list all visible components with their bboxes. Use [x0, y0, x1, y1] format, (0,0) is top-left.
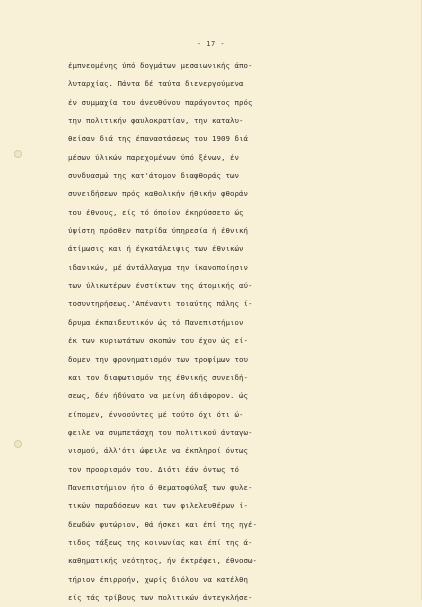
text-line: λυταρχίας. Πάντα δέ ταύτα διενεργούμενα: [68, 79, 244, 89]
text-line: σεως, δέν ήδύνατο να μείνη άδιάφορον. ώς: [68, 391, 248, 401]
text-line: τοσυντηρήσεως.'Απέναντι τοιαύτης πάλης ί-: [68, 299, 253, 309]
text-line: τικών παραδόσεων και των φιλελευθέρων ί-: [68, 501, 248, 511]
text-line: τον προορισμόν του. Διότι έάν όντως τό: [68, 464, 239, 474]
punch-hole-mark: [14, 150, 22, 158]
text-line: την πολιτικήν φαυλοκρατίαν, την καταλυ-: [68, 116, 244, 126]
text-line: έμπνεομένης ύπό δογμάτων μεσαιωνικής άπο-: [68, 61, 253, 70]
text-line: καθηματικής νεότητος, ήν έκτρέφει, έθνοσω-: [68, 556, 257, 566]
text-line: μέσων ύλικών παρεχομένων ύπό ξένων, έν: [68, 152, 239, 162]
text-line: δεωδών φυτώριον, θά ήσκει και έπί της ηγέ-: [68, 519, 257, 529]
text-line: και τον διαφωτισμόν της έθνικής συνειδή-: [68, 372, 248, 382]
text-line: είς τάς τρίβους των πολιτικών άντεγκλήσε-: [68, 592, 253, 602]
text-line: συνδυασμώ της κατ'άτομον διαφθοράς των: [68, 171, 239, 181]
text-line: νισμού, άλλ'ότι ώφειλε να έκπληροί όντως: [68, 446, 248, 456]
text-line: έν συμμαχία του άνευθύνου παράγοντος πρός: [68, 97, 253, 107]
text-line: των ύλικωτέρων ένστίκτων της άτομικής αύ-: [68, 281, 253, 291]
text-line: φειλε να συμπετάσχη του πολιτικού άνταγω-: [68, 427, 253, 437]
text-line: δομεν την φρονηματισμόν των τροφίμων του: [68, 354, 248, 364]
text-line: έκ των κυριωτάτων σκοπών του έχον ώς εί-: [68, 336, 248, 346]
text-line: Πανεπιστήμιον ήτο ό θεματοφύλαξ των φυλε-: [68, 482, 253, 492]
text-line: θείσαν διά της έπαναστάσεως του 1909 διά: [68, 134, 248, 144]
page-number: - 17 -: [196, 40, 226, 48]
text-line: είπομεν, έννοούντες μέ τούτο όχι ότι ώ-: [68, 409, 244, 419]
text-line: τήριον έπιρροήν, χωρίς διόλου να κατέλθη: [68, 574, 248, 584]
text-line: τιδος τάξεως της κοινωνίας και έπί της ά-: [68, 537, 253, 547]
text-line: του έθνους, είς τό όποίον έκηρύσσετο ώς: [68, 207, 244, 217]
text-line: άτίμωσις και ή έγκατάλειψις των έθνικών: [68, 244, 244, 254]
text-line: ύψίστη πρόσθεν πατρίδα ύπηρεσία ή έθνική: [68, 226, 248, 236]
text-line: ιδανικών, μέ άντάλλαγμα την ίκανοποίησιν: [68, 262, 248, 272]
text-line: δρυμα έκπαιδευτικόν ώς τό Πανεπιστήμιον: [68, 317, 244, 327]
text-line: συνειδήσεων πρός καθολικήν ήθικήν φθοράν: [68, 189, 248, 199]
body-text: [68, 57, 368, 607]
punch-hole-mark: [14, 440, 22, 448]
